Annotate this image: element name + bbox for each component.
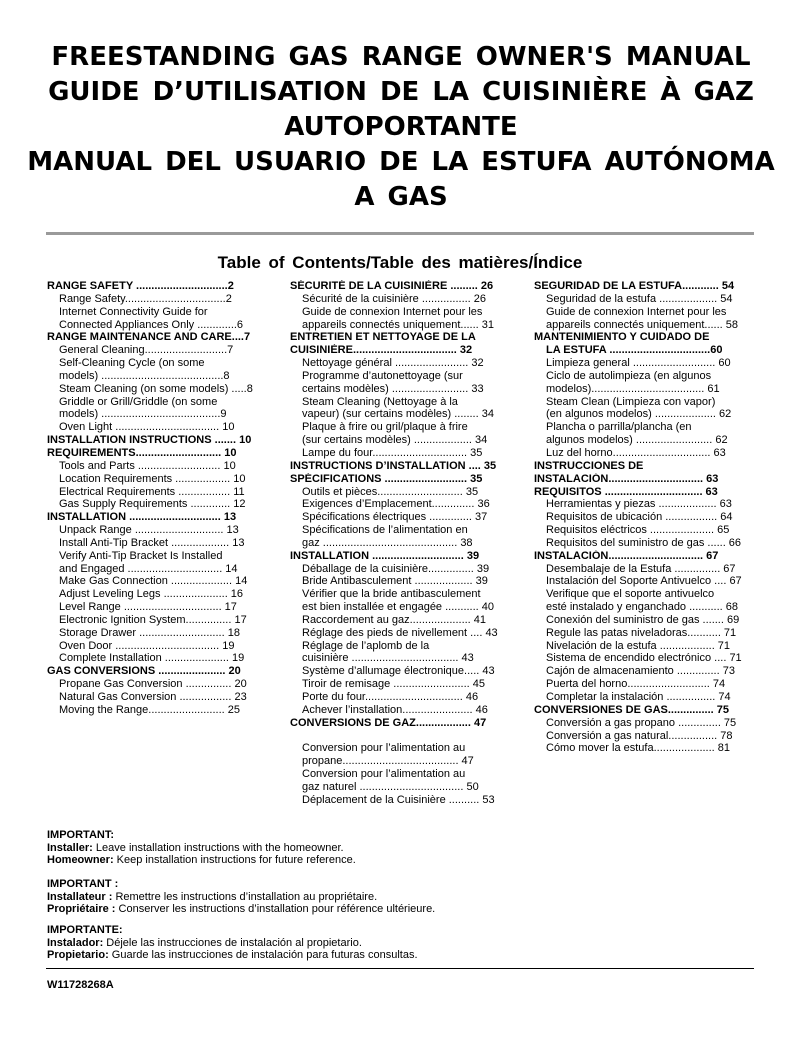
toc-entry: Natural Gas Conversion ................. 23	[59, 691, 247, 703]
toc-entry: Déplacement de la Cuisinière .......... 53	[302, 793, 495, 806]
toc-entry: INSTRUCCIONES DE	[534, 459, 644, 472]
toc-entry: Système d’allumage électronique..... 43	[302, 665, 495, 678]
toc-entry: Oven Door .................................. 19	[59, 639, 235, 652]
toc-column-english	[47, 280, 284, 717]
toc-entry: Complete Installation ..................... 19	[59, 652, 245, 665]
toc-entry: Achever l’installation....................... 46	[302, 703, 488, 716]
toc-entry: Spécifications de l’alimentation en	[302, 524, 468, 537]
footer-divider	[46, 968, 754, 969]
toc-entry: Steam Cleaning (on some models) .....8	[59, 382, 253, 395]
toc-entry: gaz naturel .................................. 50	[302, 780, 479, 793]
installer-note	[47, 842, 356, 855]
toc-entry: CUISINIÈRE.................................. 32	[290, 344, 473, 357]
toc-entry: RANGE SAFETY ..............................2	[47, 280, 234, 292]
homeowner-label: Homeowner:	[47, 854, 114, 866]
toc-entry: CONVERSIONS DE GAZ.................. 47	[290, 716, 487, 729]
toc-entry: gaz ............................................ 38	[302, 536, 473, 549]
toc-entry: cuisinière ................................... 43	[302, 652, 474, 665]
toc-entry: Moving the Range......................... 25	[59, 703, 240, 716]
toc-entry: Outils et pièces............................ 35	[302, 485, 479, 498]
toc-entry: Verify Anti-Tip Bracket Is Installed	[59, 549, 223, 562]
installer-label: Installateur :	[47, 890, 113, 903]
toc-entry: models) .......................................9	[59, 408, 227, 421]
title-line-french-2: AUTOPORTANTE	[284, 112, 518, 142]
toc-entry: models) ........................................8	[59, 369, 230, 382]
installer-label: Installer:	[47, 841, 93, 854]
installer-text: Déjele las instrucciones de instalación al propietario.	[103, 936, 362, 949]
toc-entry: Programme d’autonettoyage (sur	[302, 369, 463, 382]
toc-entry: Vérifier que la bride antibasculement	[302, 588, 481, 601]
toc-entry: Guide de connexion Internet pour les	[546, 305, 727, 318]
important-heading: IMPORTANT:	[47, 829, 115, 841]
important-heading: IMPORTANT :	[47, 878, 119, 890]
toc-entry: (sur certains modèles) ................... 34	[302, 434, 488, 447]
title-line-spanish-2: A GAS	[354, 182, 448, 212]
toc-entry: SÉCURITÉ DE LA CUISINIÈRE ......... 26	[290, 280, 494, 292]
important-notes-english	[47, 829, 356, 867]
toc-entry: Conversion pour l’alimentation au	[302, 742, 466, 755]
toc-entry: appareils connectés uniquement...... 31	[302, 318, 495, 331]
toc-entry: Storage Drawer ............................ 18	[59, 626, 240, 639]
toc-entry: (en algunos modelos) .................... 62	[546, 408, 732, 421]
toc-entry: INSTALLATION .............................. 39	[290, 549, 480, 562]
installer-text: Leave installation instructions with the homeowner.	[92, 841, 344, 854]
toc-entry: esté instalado y enganchado ........... 68	[546, 601, 739, 614]
installer-note	[47, 891, 435, 904]
toc-entry: Lampe du four............................... 35	[302, 446, 483, 459]
manual-title	[0, 40, 802, 215]
toc-entry: Limpieza general ........................... 60	[546, 357, 731, 370]
toc-entry: Location Requirements .................. 10	[59, 472, 246, 485]
toc-entry	[290, 730, 530, 743]
owner-label: Propietario:	[47, 949, 109, 961]
toc-entry: Instalación del Soporte Antivuelco .... 67	[546, 575, 742, 588]
toc-entry: and Engaged ............................... 14	[59, 562, 238, 575]
toc-entry: RANGE MAINTENANCE AND CARE....7	[47, 331, 251, 344]
toc-entry: Gas Supply Requirements ............. 12	[59, 498, 246, 511]
toc-entry: Oven Light .................................. 10	[59, 421, 235, 434]
title-line-french-1: GUIDE D’UTILISATION DE LA CUISINIÈRE À GAZ	[48, 77, 754, 107]
installer-label: Instalador:	[47, 936, 104, 949]
toc-entry: propane...................................... 47	[302, 755, 474, 768]
toc-entry: certains modèles) ......................... 33	[302, 382, 484, 395]
toc-entry: Plaque à frire ou gril/plaque à frire	[302, 421, 468, 434]
toc-column-spanish	[534, 280, 782, 755]
toc-entry: Desembalaje de la Estufa ............... 67	[546, 562, 736, 575]
toc-entry: GAS CONVERSIONS ...................... 20	[47, 665, 241, 678]
toc-entry: Unpack Range ............................. 13	[59, 524, 239, 537]
toc-entry: Range Safety.................................2	[59, 292, 232, 305]
toc-entry: Raccordement au gaz.................... 41	[302, 613, 487, 626]
toc-entry: REQUIREMENTS............................ 10	[47, 446, 237, 459]
toc-entry: Completar la instalación ................ 74	[546, 691, 731, 703]
toc-entry: Requisitos eléctricos ..................... 65	[546, 524, 730, 537]
toc-entry: Make Gas Connection .................... 14	[59, 575, 248, 588]
installer-note	[47, 937, 418, 950]
toc-entry: Sécurité de la cuisinière ................ 26	[302, 292, 487, 305]
toc-entry: Tiroir de remisage ......................... 45	[302, 678, 485, 691]
toc-entry: General Cleaning...........................7	[59, 344, 234, 357]
toc-entry: Conversión a gas propano .............. 75	[546, 716, 737, 729]
toc-entry: Self-Cleaning Cycle (on some	[59, 357, 205, 370]
toc-entry: Plancha o parrilla/plancha (en	[546, 421, 692, 434]
installer-text: Remettre les instructions d’installation au propriétaire.	[112, 890, 378, 903]
toc-entry: Nivelación de la estufa .................. 71	[546, 639, 731, 652]
toc-entry: Conexión del suministro de gas ....... 69	[546, 613, 740, 626]
owner-label: Propriétaire :	[47, 903, 116, 915]
important-notes-spanish	[47, 924, 418, 962]
important-heading: IMPORTANTE:	[47, 924, 123, 936]
toc-entry: Conversion pour l’alimentation au	[302, 768, 466, 781]
homeowner-text: Keep installation instructions for future reference.	[113, 854, 356, 866]
toc-entry: Puerta del horno........................... 74	[546, 678, 726, 691]
toc-entry: Porte du four................................ 46	[302, 691, 479, 703]
toc-entry: ENTRETIEN ET NETTOYAGE DE LA	[290, 331, 476, 344]
owner-text: Guarde las instrucciones de instalación para futuras consultas.	[108, 949, 418, 961]
toc-entry: Install Anti-Tip Bracket ................... 13	[59, 536, 245, 549]
title-divider	[46, 232, 754, 235]
toc-column-french	[290, 280, 530, 807]
toc-entry: Seguridad de la estufa ................... 54	[546, 292, 733, 305]
toc-entry: Réglage des pieds de nivellement .... 43	[302, 626, 498, 639]
toc-entry: appareils connectés uniquement...... 58	[546, 318, 739, 331]
toc-entry: Déballage de la cuisinière............... 39	[302, 562, 490, 575]
toc-entry: est bien installée et engagée ........... 40	[302, 601, 495, 614]
toc-entry: Guide de connexion Internet pour les	[302, 305, 483, 318]
toc-entry: Electrical Requirements ................. 11	[59, 485, 245, 498]
toc-entry: vapeur) (sur certains modèles) ........ 34	[302, 408, 494, 421]
toc-entry: SEGURIDAD DE LA ESTUFA............ 54	[534, 280, 735, 292]
toc-entry: INSTALACIÓN............................... 63	[534, 472, 719, 485]
toc-entry: Requisitos de ubicación ................. 64	[546, 511, 733, 524]
toc-entry: INSTRUCTIONS D’INSTALLATION .... 35	[290, 459, 497, 472]
toc-entry: Griddle or Grill/Griddle (on some	[59, 395, 218, 408]
toc-entry: INSTALLATION .............................. 13	[47, 511, 237, 524]
toc-entry: Sistema de encendido electrónico .... 71	[546, 652, 742, 665]
toc-entry: INSTALACIÓN............................... 67	[534, 549, 719, 562]
toc-entry: Cómo mover la estufa.................... 81	[546, 742, 731, 755]
toc-entry: Regule las patas niveladoras........... 71	[546, 626, 737, 639]
toc-entry: Electronic Ignition System............... 17	[59, 613, 247, 626]
toc-entry: Tools and Parts ........................... 10	[59, 459, 236, 472]
toc-entry: Level Range ................................ 17	[59, 601, 237, 614]
toc-entry: Bride Antibasculement ................... 39	[302, 575, 488, 588]
toc-entry: Réglage de l’aplomb de la	[302, 639, 430, 652]
owner-note	[47, 903, 435, 916]
toc-entry: Internet Connectivity Guide for	[59, 305, 208, 318]
homeowner-note	[47, 854, 356, 867]
document-number: W11728268A	[47, 979, 114, 991]
important-notes-french	[47, 878, 435, 916]
toc-entry: Luz del horno................................ 63	[546, 446, 726, 459]
toc-entry: CONVERSIONES DE GAS............... 75	[534, 703, 729, 716]
toc-entry: SPÉCIFICATIONS ........................... 35	[290, 472, 483, 485]
toc-entry: Steam Clean (Limpieza con vapor)	[546, 395, 716, 408]
toc-entry: Verifique que el soporte antivuelco	[546, 588, 715, 601]
toc-entry: Cajón de almacenamiento .............. 73	[546, 665, 735, 678]
toc-entry: Requisitos del suministro de gas ...... 66	[546, 536, 742, 549]
toc-entry: Ciclo de autolimpieza (en algunos	[546, 369, 712, 382]
toc-entry: LA ESTUFA .................................60	[546, 344, 723, 357]
toc-entry: modelos)..................................... 61	[546, 382, 720, 395]
title-line-spanish-1: MANUAL DEL USUARIO DE LA ESTUFA AUTÓNOMA	[27, 147, 775, 177]
owner-note	[47, 949, 418, 962]
toc-entry: Propane Gas Conversion ............... 20	[59, 678, 247, 691]
toc-entry: MANTENIMIENTO Y CUIDADO DE	[534, 331, 710, 344]
toc-entry: INSTALLATION INSTRUCTIONS ....... 10	[47, 434, 252, 447]
toc-entry: REQUISITOS ................................ 63	[534, 485, 718, 498]
toc-entry: Steam Cleaning (Nettoyage à la	[302, 395, 458, 408]
toc-entry: Adjust Leveling Legs ..................... 16	[59, 588, 244, 601]
toc-entry: Herramientas y piezas ................... 63	[546, 498, 732, 511]
toc-entry: Nettoyage général ........................ 32	[302, 357, 484, 370]
owner-text: Conserver les instructions d’installation pour référence ultérieure.	[115, 903, 436, 915]
toc-entry: Spécifications électriques .............. 37	[302, 511, 488, 524]
toc-entry: algunos modelos) ......................... 62	[546, 434, 728, 447]
toc-entry: Connected Appliances Only .............6	[59, 318, 244, 331]
toc-entry: Conversión a gas natural................ 78	[546, 729, 733, 742]
toc-title: Table of Contents/Table des matières/Índice	[217, 253, 583, 272]
toc-entry: Exigences d’Emplacement.............. 36	[302, 498, 490, 511]
title-line-english: FREESTANDING GAS RANGE OWNER'S MANUAL	[51, 42, 751, 72]
